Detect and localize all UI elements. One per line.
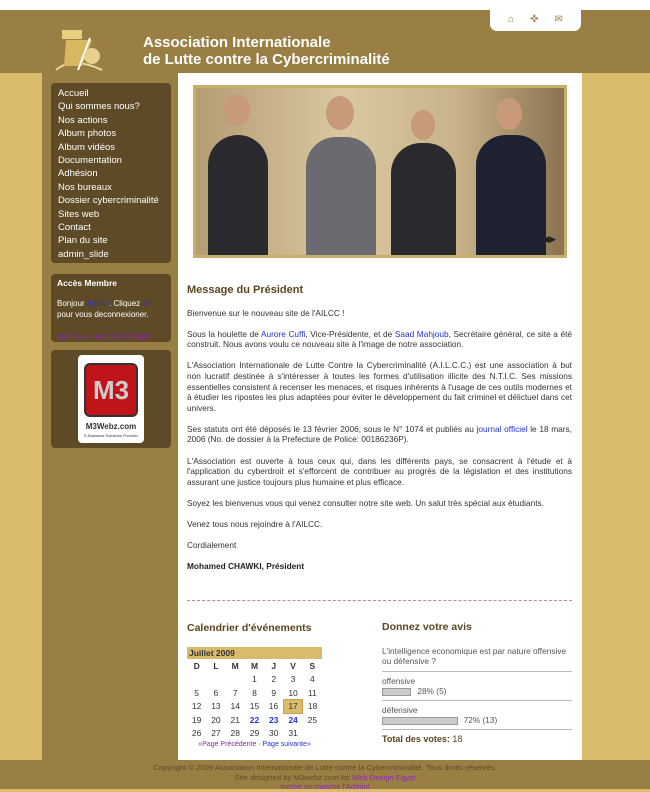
sitemap-icon[interactable]: ✜ [530,14,539,25]
calendar-day: 1 [252,674,257,685]
sidebar [42,73,178,760]
calendar-day: 31 [288,728,298,739]
calendar-day: 3 [290,674,296,685]
photo-person [391,143,456,255]
poll-title: Donnez votre avis [382,621,472,633]
menu-item[interactable]: Nos actions [58,114,108,126]
footer [0,760,650,789]
calendar-day: 11 [307,687,317,698]
calendar-month: Juillet 2009 [187,647,322,659]
paragraph: Venez tous nous rejoindre à l'AILCC. [187,518,323,529]
calendar-day: 19 [191,714,202,725]
photo-head [326,96,354,130]
text: Ses statuts ont été déposés le 13 février 2006, sous le N° 1074 et publiés au [187,423,477,434]
menu-item[interactable]: Plan du site [58,235,108,247]
poll [382,622,572,744]
menu-item[interactable]: Nos bureaux [58,181,112,193]
text: , Vice-Présidente, et de [305,328,395,339]
logout-link[interactable]: ici [142,299,150,308]
menu-item[interactable]: Album photos [58,128,117,140]
calendar-title: Calendrier d'événements [187,622,312,634]
calendar-day[interactable]: 23 [269,714,279,725]
calendar-day: 10 [288,687,298,698]
calendar-day: 13 [211,701,221,712]
text: , Secrétaire général, ce site a été construit. Nous avons voulu ce nouveau site à l'image de notre association. [187,328,572,350]
m3webz-logo[interactable] [78,355,144,443]
paragraph: L'Association est ouverte à tous ceux qui, dans les différents pays, se consacrent à l'étude et à l'application du cyberdroit et s'efforcent de contribuer au progrès de la législation et des institutions assurant une justice toujours plus humaine et plus efficace. [187,455,572,487]
calendar-week [187,673,322,687]
menu-item[interactable]: Dossier cybercriminalité [58,195,159,207]
photo-head [496,98,522,130]
nav-separator: · [256,741,263,748]
paragraph: Cordialement [187,540,237,550]
sponsor-tagline: E-Business Solutions Provider [84,433,138,438]
logout-text: pour vous deconnexioner. [57,310,149,319]
user-link[interactable]: Admin [86,299,110,308]
next-page-link[interactable]: Page suivante» [262,741,311,748]
option-result: 28% (5) [417,686,447,696]
calendar-day: 7 [232,687,238,698]
calendar-day: 17 [283,700,302,714]
calendar-day [303,727,322,741]
weekday-header: V [290,660,296,671]
calendar-day: 20 [211,714,221,725]
mail-icon[interactable]: ✉ [554,14,563,25]
poll-total [382,734,572,745]
knight-logo [52,26,107,74]
menu-item[interactable]: Documentation [58,155,122,167]
calendar-day [187,673,206,687]
calendar-day[interactable]: 22 [249,714,260,725]
prev-page-link[interactable]: «Page Précédente [198,741,257,748]
calendar-day: 30 [269,728,279,739]
next-slide-icon[interactable]: ▶ [549,234,556,244]
member-access-box [51,274,171,342]
paragraph: Soyez les bienvenus vous qui venez consulter notre site web. Un salut très spécial aux étudiants. [187,497,544,508]
calendar-day: 21 [230,714,240,725]
site-title[interactable] [143,34,390,68]
calendar-day: 29 [249,728,260,739]
calendar-day [206,673,225,687]
title-line-1: Association Internationale [143,34,331,51]
calendar-week [187,700,322,714]
calendar-day[interactable]: 24 [288,715,298,725]
menu-item[interactable]: Contact [58,222,91,234]
divider [187,600,572,601]
slideshow-nav [542,234,556,245]
option-label: offensive [382,675,416,686]
photo-person [306,137,376,255]
calendar-grid [187,659,322,740]
weekday-header: M [250,660,259,671]
calendar-day: 2 [271,674,277,685]
weekday-header: D [193,660,200,671]
member-title: Accès Membre [57,278,118,288]
signature: Mohamed CHAWKI, Président [187,561,305,572]
weekday-header: J [271,660,277,671]
total-label: Total des votes: [382,733,450,744]
prev-slide-icon[interactable]: ◀ [542,234,550,244]
calendar-week [187,727,322,741]
calendar-day: 14 [230,701,240,712]
calendar-week [187,713,322,727]
photo-person [476,135,546,255]
content [178,73,582,760]
home-icon[interactable]: ⌂ [508,14,515,25]
article-title: Message du Président [187,284,304,296]
result-bar [382,717,458,725]
aurore-link[interactable]: Aurore Cuffi [260,328,306,339]
calendar-day: 27 [211,728,221,739]
saad-link[interactable]: Saad Mahjoub [394,328,449,339]
photo-slideshow[interactable] [193,85,567,258]
total-value: 18 [452,733,463,744]
photo-head [224,94,250,126]
calendar-day: 12 [191,701,202,712]
menu-item[interactable]: Accueil [58,88,89,99]
weekday-header: M [231,660,239,671]
copyright: Copyright © 2009 Association Internationale de Lutte contre la Cybercriminalité. Tous droits réservés. [153,763,497,772]
designed-by: Site designed by M3webz.com for [234,772,352,782]
calendar-day: 9 [271,687,277,698]
calendar-week [187,686,322,700]
menu-item[interactable]: Adhésion [58,168,98,180]
weekday-header: S [309,660,316,671]
poll-question: L'intelligence economique est par nature offensive ou défensive ? [382,646,572,672]
journal-link[interactable]: journal officiel [476,423,528,434]
photo-head [411,110,435,140]
calendar-day: 15 [249,701,260,712]
article [187,285,572,582]
menu-item[interactable]: admin_slide [58,248,109,260]
calendar-day [226,673,245,687]
text: le 18 mars, 2006 (No. de dossier à la Prefecture de Police: 00186236P). [187,423,572,445]
calendar-nav [187,741,322,748]
calendar-day: 6 [213,687,219,698]
sponsor-box [51,350,171,448]
weekday-header: L [213,660,219,671]
calendar-day: 18 [307,701,318,712]
photo-person [208,135,268,255]
calendar-day: 16 [268,701,279,712]
menu-item[interactable]: Qui sommes nous? [58,101,140,113]
main-menu [51,83,171,263]
menu-item[interactable]: Sites web [58,208,100,220]
calendar-day: 5 [194,687,199,698]
menu-item[interactable]: Album vidéos [58,141,116,153]
events-calendar [187,622,322,748]
paragraph [187,424,572,445]
m3-logo-mark: M3 [84,363,138,417]
paragraph: Bienvenue sur le nouveau site de l'AILCC ! [187,307,345,318]
top-icon-bar [490,8,581,31]
text: Sous la houlette de [187,328,261,339]
title-line-2: de Lutte contre la Cybercriminalité [143,51,390,68]
calendar-day: 8 [252,687,257,698]
result-bar [382,688,411,696]
poll-option [382,701,572,730]
poll-option [382,672,572,701]
paragraph: L'Association Internationale de Lutte Contre la Cybercriminalité (A.I.L.C.C.) est une association à but non lucratif destinée à s'intéresser à toutes les formes d'utilisation illicite des N.T.I.C. Ses missions essentielles consistent à recenser les menaces, et risques inhérents à l'usage de ces outils modernes et à étudier les ripostes les plus adaptées pour éviter le développement du fait criminel et délictuel dans cet univers. [187,360,572,413]
calendar-day: 4 [309,674,315,685]
calendar-day: 28 [230,728,240,739]
calendar-day: 25 [307,714,318,725]
admin-link[interactable]: mettre en marche l'Admin! [57,332,151,341]
option-label: défensive [382,704,418,715]
sponsor-name: M3Webz.com [85,422,137,431]
calendar-day: 26 [191,728,202,739]
web-design-link[interactable]: Web Design Egypt [351,772,416,782]
hello-text: Bonjour [57,299,85,308]
click-text: . Cliquez [109,299,141,308]
option-result: 72% (13) [463,715,498,725]
footer-admin-link[interactable]: mettre en marche l'Admin! [280,782,370,791]
paragraph [187,329,572,350]
